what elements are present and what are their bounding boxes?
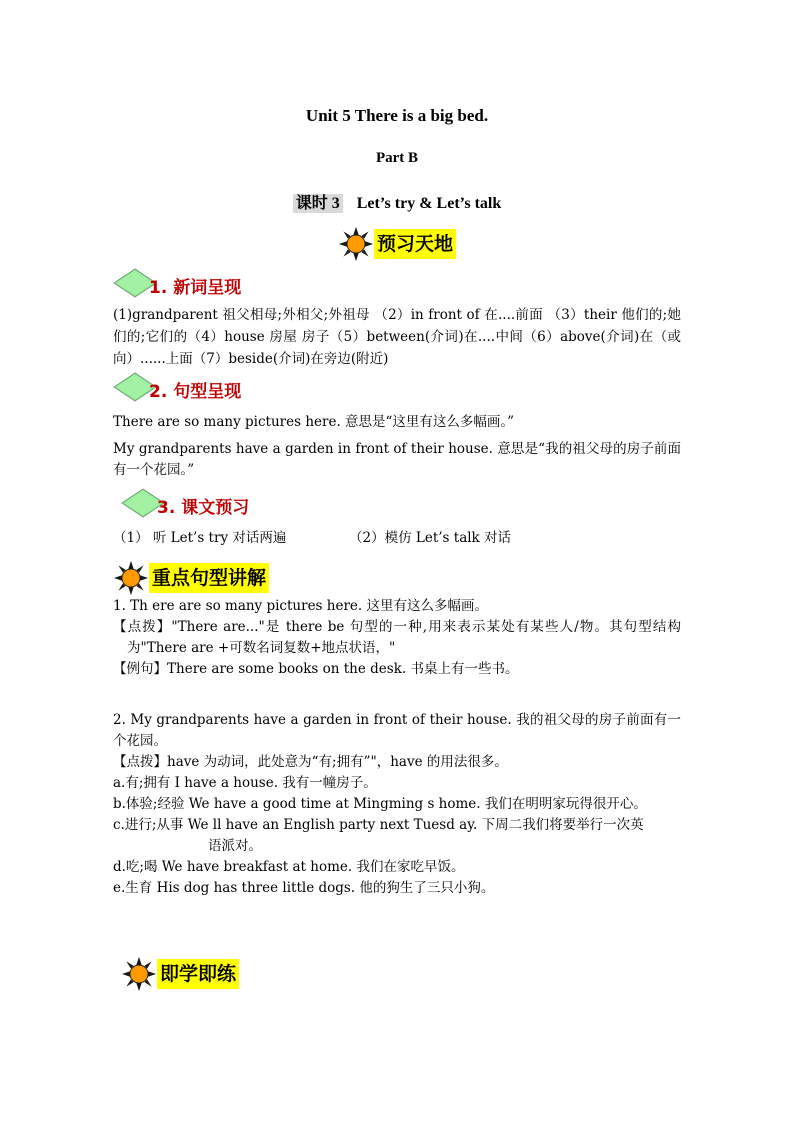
key-sentence: 1. Th ere are so many pictures here. 这里有这么多幅画。 xyxy=(113,598,488,614)
page-title: Unit 5 There is a big bed. xyxy=(305,106,489,125)
key-tip: 【点拨】"There are..."是 there be 句型的一种,用来表示某处有某些人/物。其句型结构为"There are +可数名词复数+地点状语，" xyxy=(113,619,681,656)
preview-item: （2）模仿 Let’s talk 对话 xyxy=(349,530,512,546)
pattern-line: There are so many pictures here. 意思是“这里有这么多幅画。” xyxy=(113,414,515,430)
usage-item: d.吃;喝 We have breakfast at home. 我们在家吃早饭。 xyxy=(113,859,465,875)
section-heading-label: 3. 课文预习 xyxy=(157,498,250,518)
key-points-banner xyxy=(113,558,269,598)
part-label: Part B xyxy=(375,150,419,166)
section-new-words-heading xyxy=(113,268,241,298)
section-heading-label: 1. 新词呈现 xyxy=(149,278,242,298)
lesson-heading xyxy=(0,190,794,213)
preview-item: （1） 听 Let’s try 对话两遍 xyxy=(113,530,287,546)
preview-banner-label: 预习天地 xyxy=(374,229,456,259)
practice-banner xyxy=(121,954,239,994)
preview-banner xyxy=(338,224,456,264)
sentence-patterns-text xyxy=(113,412,681,481)
key-tip: 【点拨】have 为动词，此处意为“有;拥有”"，have 的用法很多。 xyxy=(113,754,508,770)
sun-icon xyxy=(121,956,157,992)
section-sentence-patterns-heading xyxy=(113,372,241,402)
sun-icon xyxy=(113,560,149,596)
key-points-banner-label: 重点句型讲解 xyxy=(149,563,269,593)
new-words-text: (1)grandparent 祖父相母;外相父;外祖母 （2）in front of 在....前面 （3）their 他们的;她们的;它们的（4）house 房屋 房子（5）between(介词)在....中间（6）above(介词)在（或向）......上面（7）beside(介词)在旁边(附近) xyxy=(113,307,681,367)
sun-icon xyxy=(338,226,374,262)
lesson-tag: 课时 3 xyxy=(293,194,343,213)
pattern-line: My grandparents have a garden in front of their house. 意思是“我的祖父母的房子前面有一个花园。” xyxy=(113,441,681,478)
usage-item: e.生育 His dog has three little dogs. 他的狗生了三只小狗。 xyxy=(113,880,495,896)
key-sentence: 2. My grandparents have a garden in front of their house. 我的祖父母的房子前面有一个花园。 xyxy=(113,712,681,749)
key-point-1 xyxy=(113,596,681,680)
usage-item: a.有;拥有 I have a house. 我有一幢房子。 xyxy=(113,775,377,791)
text-preview-items xyxy=(113,528,681,549)
lesson-title: Let’s try & Let’s talk xyxy=(356,195,502,212)
key-example: 【例句】There are some books on the desk. 书桌上有一些书。 xyxy=(113,661,519,677)
section-text-preview-heading xyxy=(121,488,249,518)
usage-item: c.进行;从事 We ll have an English party next Tuesd ay. 下周二我们将要举行一次英 xyxy=(113,817,644,833)
key-point-2 xyxy=(113,710,681,899)
section-heading-label: 2. 句型呈现 xyxy=(149,382,242,402)
usage-item: b.体验;经验 We have a good time at Mingming s home. 我们在明明家玩得很开心。 xyxy=(113,796,647,812)
practice-banner-label: 即学即练 xyxy=(157,959,239,989)
usage-item-continuation: 语派对。 xyxy=(208,838,262,854)
